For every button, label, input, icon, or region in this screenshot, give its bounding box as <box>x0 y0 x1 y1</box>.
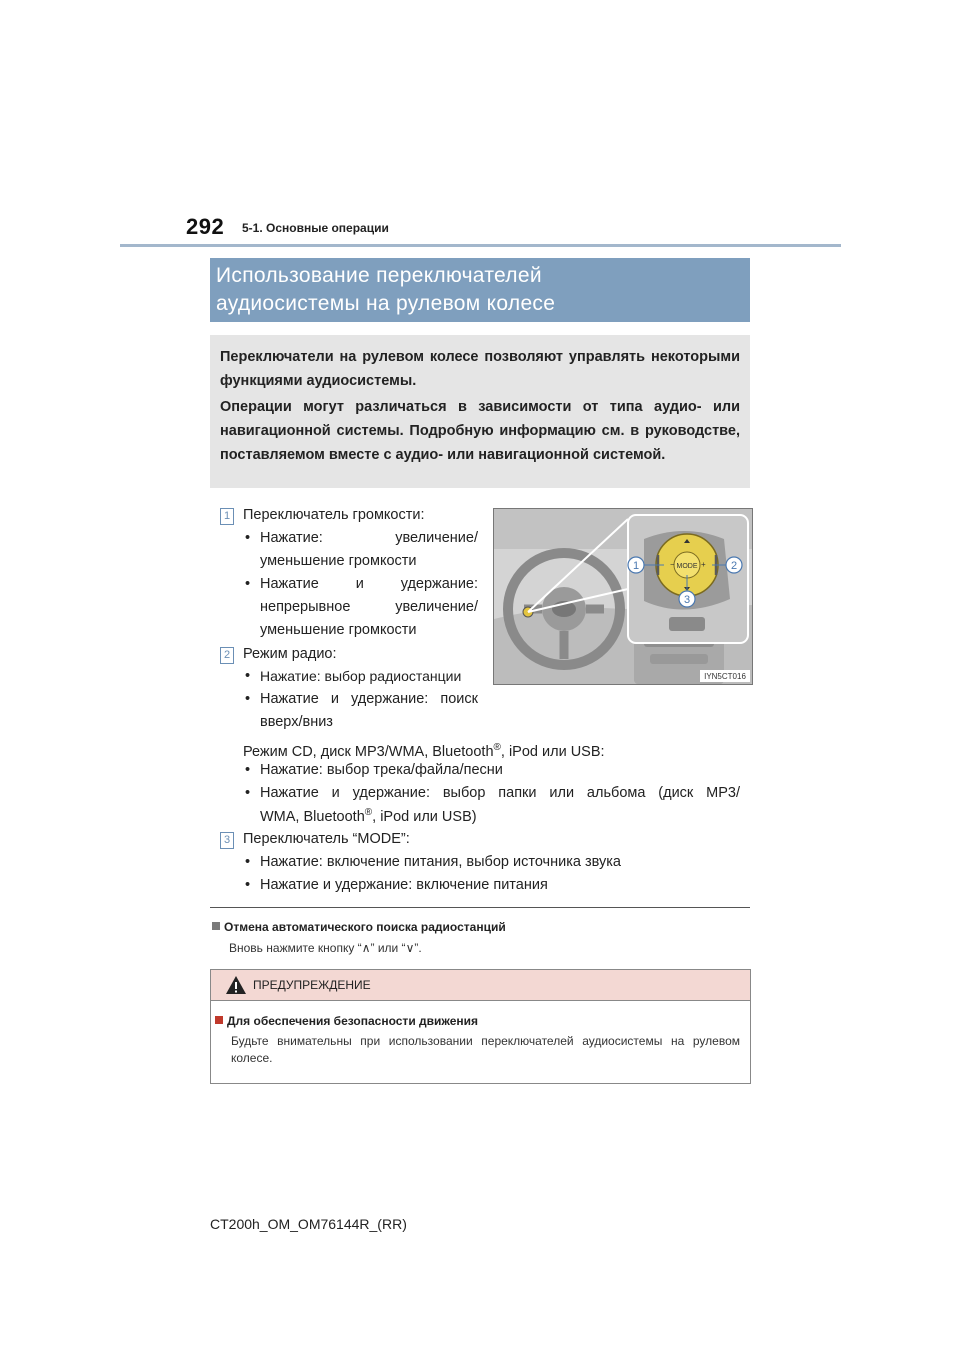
bullet: • <box>245 668 251 684</box>
intro-box <box>210 335 750 488</box>
footer-doc-id: CT200h_OM_OM76144R_(RR) <box>210 1216 407 1232</box>
note-text: Вновь нажмите кнопку “∧” или “∨”. <box>229 941 422 955</box>
item-1-label: Переключатель громкости: <box>243 507 425 523</box>
warning-title: ПРЕДУПРЕЖДЕНИЕ <box>253 978 371 992</box>
bullet: • <box>245 877 251 893</box>
bullet: • <box>245 530 251 546</box>
down-arrow-icon: ∨ <box>405 941 415 955</box>
intro-paragraph-1: Переключатели на рулевом колесе позволяют управлять некоторыми функциями аудиосистемы. <box>220 349 740 389</box>
item-1-bullet-1: Нажатие: увеличение/ <box>260 530 478 546</box>
bullet: • <box>245 854 251 870</box>
cd-bullet-1: Нажатие: выбор трека/файла/песни <box>260 762 503 778</box>
bullet: • <box>245 691 251 707</box>
item-3-bullet-1: Нажатие: включение питания, выбор источника звука <box>260 854 621 870</box>
svg-text:+: + <box>701 560 706 569</box>
callout-2: 2 <box>730 560 738 572</box>
warning-text: Будьте внимательны при использовании переключателей аудиосистемы на рулевом колесе. <box>231 1034 740 1065</box>
item-number-2: 2 <box>220 645 234 664</box>
steering-wheel-illustration <box>493 508 753 685</box>
warning-triangle-icon <box>225 975 247 995</box>
bullet: • <box>245 762 251 778</box>
page-title-line2: аудиосистемы на рулевом колесе <box>216 292 556 315</box>
item-number-3: 3 <box>220 830 234 849</box>
callout-3: 3 <box>683 594 691 606</box>
cd-bullet-2: Нажатие и удержание: выбор папки или альбома (диск MP3/ <box>260 785 740 801</box>
header-divider <box>120 244 841 247</box>
warning-subheading: Для обеспечения безопасности движения <box>215 1014 478 1028</box>
item-1-bullet-1-cont: уменьшение громкости <box>260 553 417 569</box>
steering-wheel-drawing <box>494 509 752 684</box>
bullet: • <box>245 576 251 592</box>
item-2-bullet-1: Нажатие: выбор радиостанции <box>260 668 462 684</box>
callout-1: 1 <box>632 560 640 572</box>
section-divider <box>210 907 750 908</box>
item-1-bullet-2-cont2: уменьшение громкости <box>260 622 417 638</box>
warning-header <box>211 970 750 1001</box>
intro-paragraph-2: Операции могут различаться в зависимости от типа аудио- или навигационной системы. Подробную информацию см. в руководстве, поставляемом вместе с аудио- или навигационной системой. <box>220 399 740 463</box>
mode-label: MODE <box>676 563 698 570</box>
warning-box <box>210 969 751 1084</box>
page-title <box>210 258 750 322</box>
cd-mode-label: Режим CD, диск MP3/WMA, Bluetooth®, iPod или USB: <box>243 742 605 760</box>
cd-bullet-2-cont: WMA, Bluetooth®, iPod или USB) <box>260 807 477 825</box>
section-title: 5-1. Основные операции <box>242 221 389 235</box>
note-heading: Отмена автоматического поиска радиостанций <box>212 920 506 934</box>
page-title-line1: Использование переключателей <box>216 264 542 287</box>
bullet: • <box>245 785 251 801</box>
item-3-bullet-2: Нажатие и удержание: включение питания <box>260 877 548 893</box>
item-number-1: 1 <box>220 506 234 525</box>
item-3-label: Переключатель “MODE”: <box>243 831 410 847</box>
page-number: 292 <box>186 214 225 239</box>
square-bullet-icon <box>215 1016 223 1024</box>
item-2-bullet-2-cont: вверх/вниз <box>260 714 333 730</box>
square-bullet-icon <box>212 922 220 930</box>
item-2-bullet-2: Нажатие и удержание: поиск <box>260 691 478 707</box>
figure-code: IYN5CT016 <box>704 672 746 681</box>
item-1-bullet-2: Нажатие и удержание: <box>260 576 479 592</box>
svg-text:−: − <box>670 560 675 569</box>
item-1-bullet-2-cont: непрерывное увеличение/ <box>260 599 478 615</box>
up-arrow-icon: ∧ <box>361 941 371 955</box>
item-2-label: Режим радио: <box>243 646 337 662</box>
